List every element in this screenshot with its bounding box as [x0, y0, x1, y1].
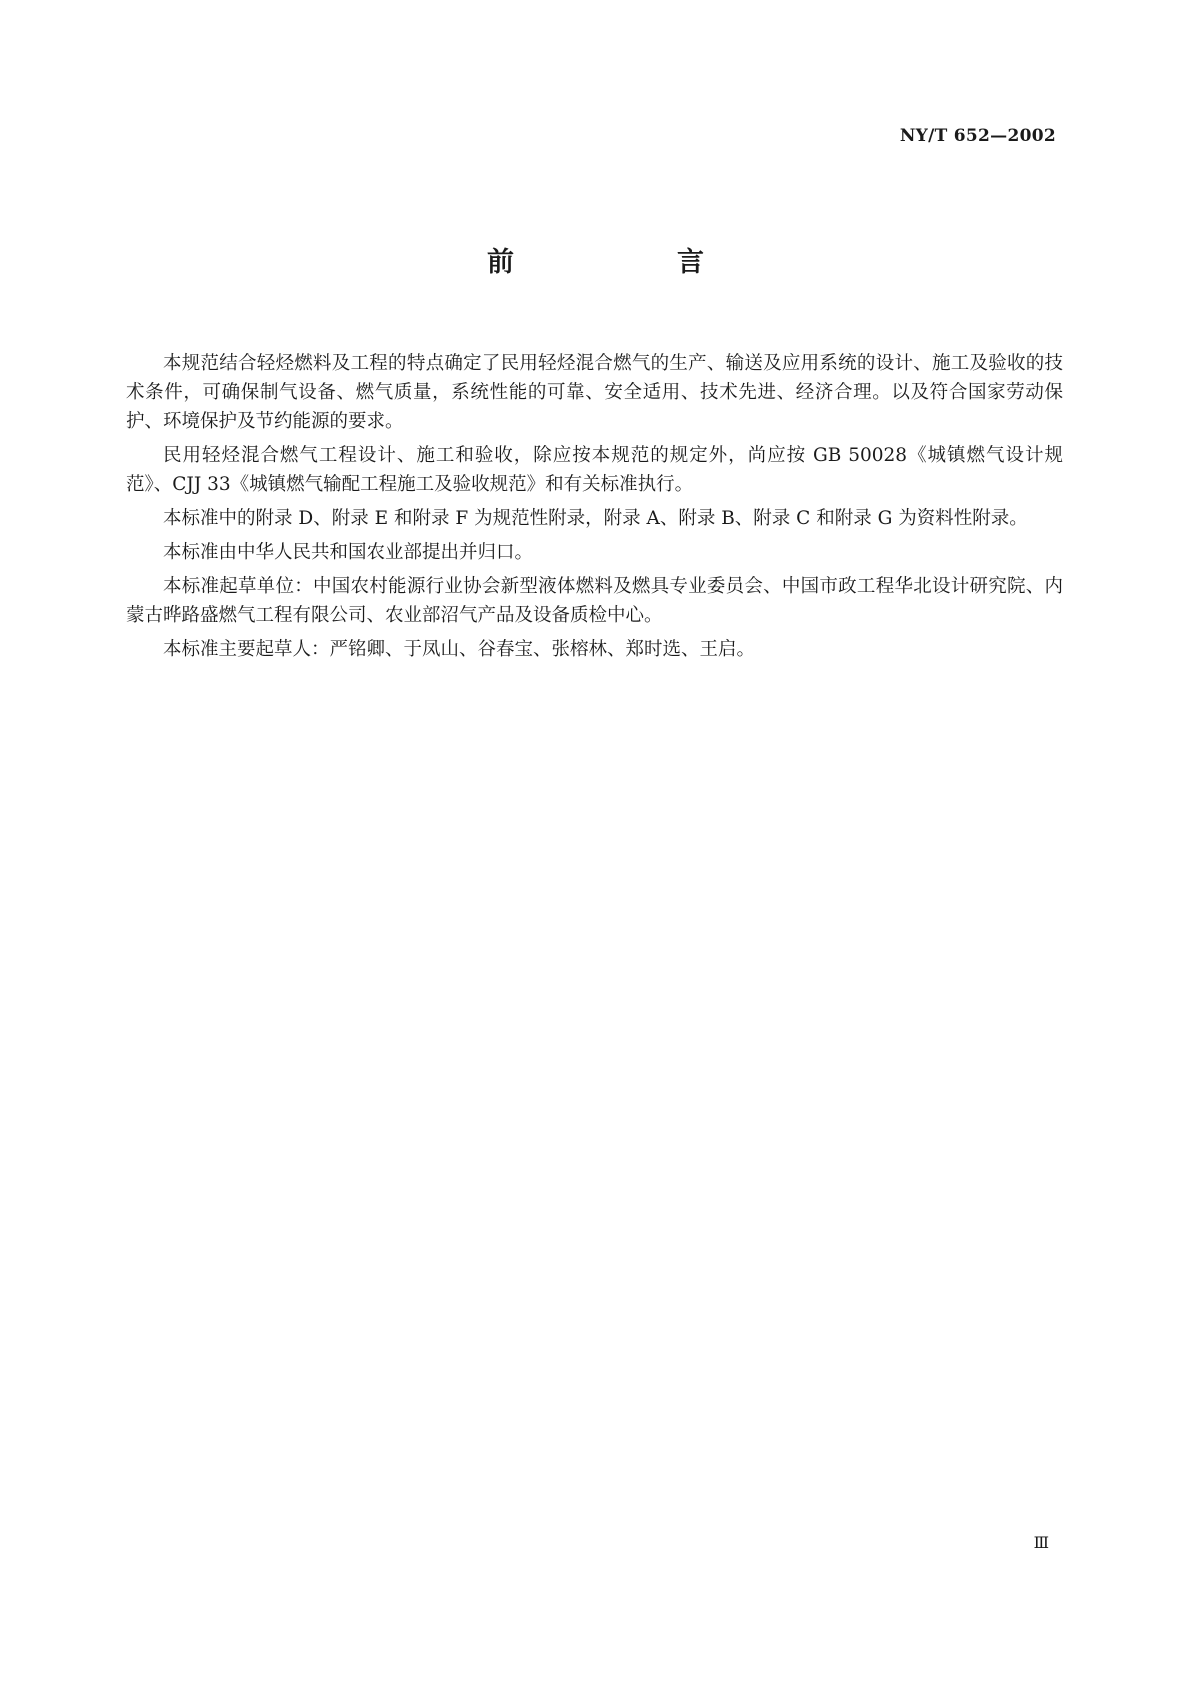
page-number: Ⅲ: [1033, 1533, 1049, 1552]
paragraph-proposer: 本标准由中华人民共和国农业部提出并归口。: [163, 542, 534, 563]
page-title: 前 言: [487, 247, 772, 278]
paragraph-scope: 本规范结合轻烃燃料及工程的特点确定了民用轻烃混合燃气的生产、输送及应用系统的设计、施工及验收的技术条件，可确保制气设备、燃气质量，系统性能的可靠、安全适用、技术先进、经济合理。以及符合国家劳动保护、环境保护及节约能源的要求。: [126, 353, 1063, 432]
paragraph-references: 民用轻烃混合燃气工程设计、施工和验收，除应按本规范的规定外，尚应按 GB 50028《城镇燃气设计规范》、CJJ 33《城镇燃气输配工程施工及验收规范》和有关标准执行。: [126, 445, 1063, 495]
standard-code: NY/T 652—2002: [899, 126, 1056, 146]
paragraph-drafters: 本标准主要起草人：严铭卿、于凤山、谷春宝、张榕林、郑时选、王启。: [163, 639, 756, 660]
paragraph-drafting-units: 本标准起草单位：中国农村能源行业协会新型液体燃料及燃具专业委员会、中国市政工程华北设计研究院、内蒙古晔路盛燃气工程有限公司、农业部沼气产品及设备质检中心。: [126, 576, 1063, 626]
paragraph-appendices: 本标准中的附录 D、附录 E 和附录 F 为规范性附录，附录 A、附录 B、附录 C 和附录 G 为资料性附录。: [163, 508, 1028, 529]
foreword-body: [126, 349, 1063, 669]
